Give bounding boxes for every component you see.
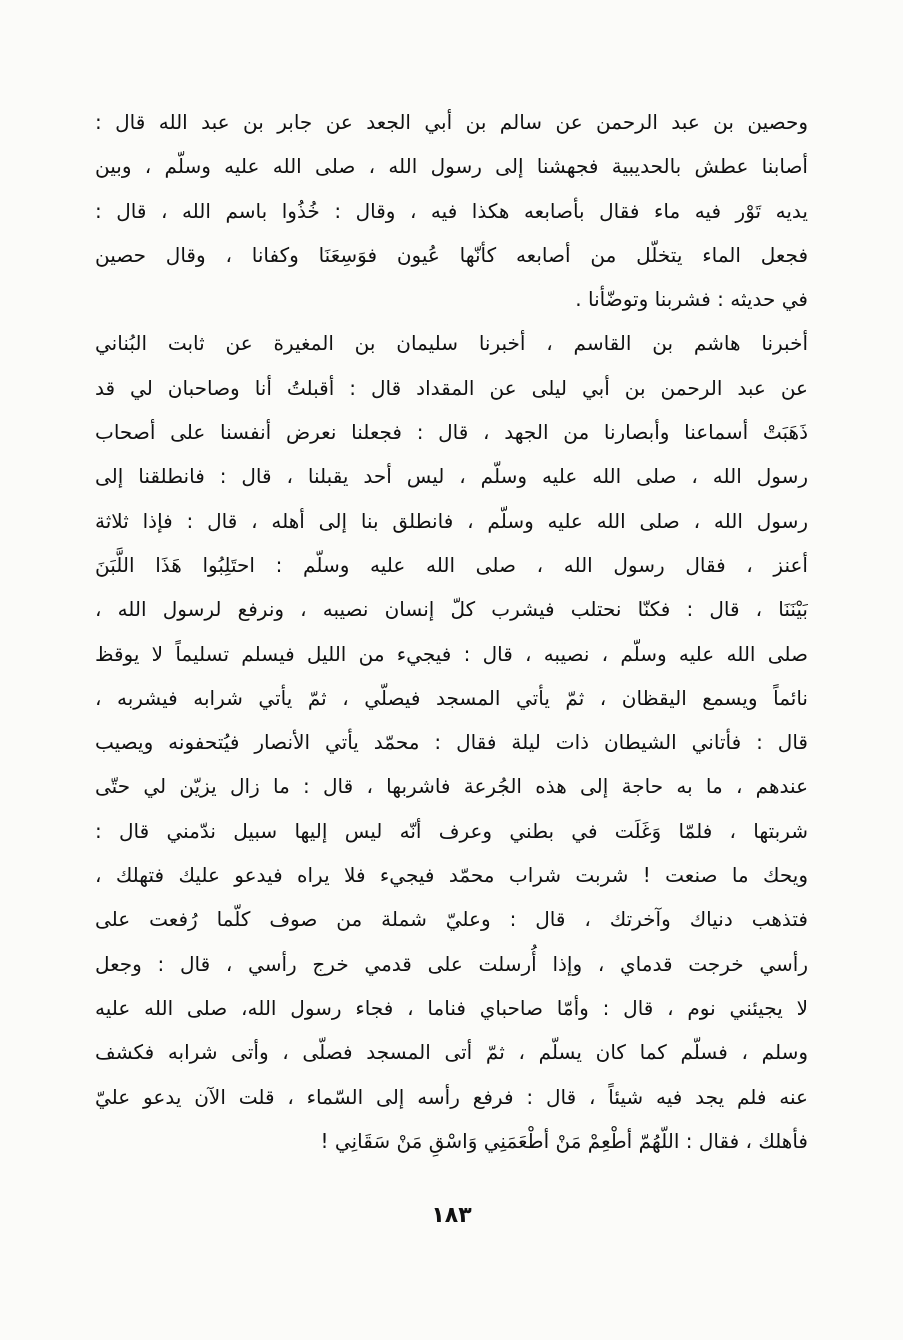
text-line: شربتها ، فلمّا وَغَلَت في بطني وعرف أنّه ليس إليها سبيل ندّمني قال : <box>95 818 808 843</box>
text-line: عن عبد الرحمن بن أبي ليلى عن المقداد قال : أقبلتُ أنا وصاحبان لي قد <box>95 375 808 400</box>
text-line: نائماً ويسمع اليقظان ، ثمّ يأتي المسجد فيصلّي ، ثمّ يأتي شرابه فيشربه ، <box>95 685 808 710</box>
text-line: وسلم ، فسلّم كما كان يسلّم ، ثمّ أتى المسجد فصلّى ، وأتى شرابه فكشف <box>95 1040 808 1065</box>
text-line: أخبرنا هاشم بن القاسم ، أخبرنا سليمان بن المغيرة عن ثابت البُناني <box>95 331 808 356</box>
body-text <box>95 100 808 1163</box>
text-line: رسول الله ، صلى الله عليه وسلّم ، فانطلق بنا إلى أهله ، قال : فإذا ثلاثة <box>95 508 808 533</box>
text-line: فتذهب دنياك وآخرتك ، قال : وعليّ شملة من صوف كلّما رُفعت على <box>95 907 808 932</box>
page-number: ١٨٣ <box>431 1203 472 1228</box>
text-line: لا يجيئني نوم ، قال : وأمّا صاحباي فناما ، فجاء رسول الله، صلى الله عليه <box>95 995 808 1020</box>
text-line: عندهم ، ما به حاجة إلى هذه الجُرعة فاشربها ، قال : ما زال يزيّن لي حتّى <box>95 774 808 799</box>
text-line: رسول الله ، صلى الله عليه وسلّم ، ليس أحد يقبلنا ، قال : فانطلقنا إلى <box>95 464 808 489</box>
text-line: في حديثه : فشربنا وتوضّأنا . <box>575 287 808 312</box>
text-line: قال : فأتاني الشيطان ذات ليلة فقال : محمّد يأتي الأنصار فيُتحفونه ويصيب <box>95 730 808 755</box>
text-line: فأهلك ، فقال : اللّهُمّ أطْعِمْ مَنْ أطْعَمَنِي وَاسْقِ مَنْ سَقَانِي ! <box>320 1128 808 1153</box>
text-line: صلى الله عليه وسلّم ، نصيبه ، قال : فيجيء من الليل فيسلم تسليماً لا يوقظ <box>95 641 808 666</box>
text-line: وحصين بن عبد الرحمن عن سالم بن أبي الجعد عن جابر بن عبد الله قال : <box>95 110 808 134</box>
text-line: يديه تَوْر فيه ماء فقال بأصابعه هكذا فيه ، وقال : خُذُوا باسم الله ، قال : <box>95 198 808 223</box>
text-line: أصابنا عطش بالحديبية فجهشنا إلى رسول الله ، صلى الله عليه وسلّم ، وبين <box>95 154 808 179</box>
text-line: فجعل الماء يتخلّل من أصابعه كأنّها عُيون فوَسِعَنَا وكفانا ، وقال حصين <box>95 242 808 267</box>
text-line: ويحك ما صنعت ! شربت شراب محمّد فيجيء فلا يراه فيدعو عليك فتهلك ، <box>95 863 808 888</box>
text-line: بَيْنَنَا ، قال : فكنّا نحتلب فيشرب كلّ إنسان نصيبه ، ونرفع لرسول الله ، <box>95 597 808 622</box>
text-line: عنه فلم يجد فيه شيئاً ، قال : فرفع رأسه إلى السّماء ، قلت الآن يدعو عليّ <box>95 1084 808 1109</box>
text-line: رأسي خرجت قدماي ، وإذا أُرسلت على قدمي خرج رأسي ، قال : وجعل <box>95 951 808 976</box>
text-line: أعنز ، فقال رسول الله ، صلى الله عليه وسلّم : احتَلِبُوا هَذَا اللَّبَنَ <box>95 552 808 577</box>
text-line: ذَهَبَتْ أسماعنا وأبصارنا من الجهد ، قال : فجعلنا نعرض أنفسنا على أصحاب <box>95 420 808 445</box>
paragraph-1 <box>95 100 808 321</box>
paragraph-2 <box>95 321 808 1163</box>
